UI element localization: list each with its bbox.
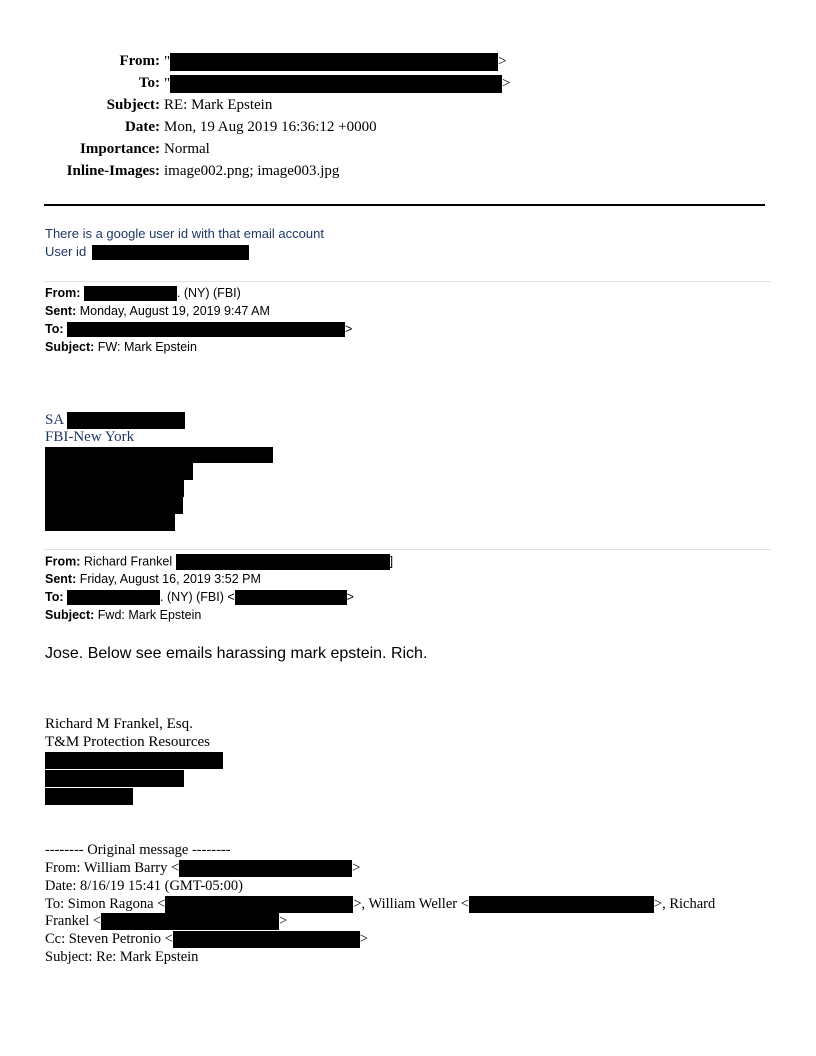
original-to-end: >, Richard [653, 896, 716, 912]
fwd1-sent-value: Monday, August 19, 2019 9:47 AM [79, 304, 270, 318]
fwd2-to-suffix: > [346, 590, 354, 604]
fwd2-from-line [45, 554, 393, 570]
reply-line-2 [45, 244, 249, 260]
date-label: Date: [125, 119, 160, 135]
redaction-block [173, 931, 360, 948]
fwd1-from-suffix: . (NY) (FBI) [176, 286, 241, 300]
fwd1-to-suffix: > [345, 322, 353, 336]
original-cc-suffix: > [359, 931, 368, 947]
original-divider: -------- Original message -------- [45, 842, 231, 858]
redaction-block [170, 75, 502, 93]
redaction-block [67, 322, 345, 337]
to-quote: " [164, 75, 171, 92]
to-bracket: > [502, 75, 511, 92]
original-to-text: To: Simon Ragona < [45, 896, 166, 912]
fwd1-from-label: From: [45, 286, 81, 300]
header-divider [44, 204, 765, 206]
sig1-office: FBI-New York [45, 429, 135, 445]
fwd2-sent-line [45, 572, 261, 586]
fwd1-sent-label: Sent: [45, 304, 77, 318]
original-date-line: Date: 8/16/19 15:41 (GMT-05:00) [45, 878, 244, 894]
redaction-block [469, 896, 654, 913]
to-value [164, 75, 511, 93]
original-to-cont-line [45, 913, 287, 930]
redaction-block [45, 788, 133, 805]
redaction-block [45, 463, 193, 480]
inline-images-label: Inline-Images: [66, 163, 160, 179]
fwd2-sent-label: Sent: [45, 572, 77, 586]
subject-value: RE: Mark Epstein [164, 97, 273, 113]
original-to-cont-suffix: > [279, 913, 288, 929]
original-to-mid: >, William Weller < [353, 896, 469, 912]
importance-label: Importance: [80, 141, 160, 157]
redaction-block [179, 860, 352, 877]
redaction-block [67, 412, 185, 429]
fwd1-sent-line [45, 304, 270, 318]
sig2-name: Richard M Frankel, Esq. [45, 716, 193, 732]
redaction-block [165, 896, 353, 913]
original-from-text: From: William Barry < [45, 860, 180, 876]
subject-label: Subject: [106, 97, 160, 113]
redaction-block [45, 480, 184, 497]
fwd2-to-mid: . (NY) (FBI) < [160, 590, 235, 604]
redaction-block [92, 245, 249, 260]
fwd2-to-line [45, 590, 354, 605]
reply-line-1: There is a google user id with that email account [45, 226, 324, 241]
date-value: Mon, 19 Aug 2019 16:36:12 +0000 [164, 119, 377, 135]
message-divider [44, 549, 771, 550]
redaction-block [170, 53, 498, 71]
to-label: To: [138, 75, 160, 91]
original-to-line [45, 896, 715, 913]
fwd1-to-label: To: [45, 322, 64, 336]
body-text: Jose. Below see emails harassing mark epstein. Rich. [45, 645, 428, 662]
redaction-block [45, 514, 175, 531]
fwd2-sent-value: Friday, August 16, 2019 3:52 PM [79, 572, 261, 586]
fwd2-subject-label: Subject: [45, 608, 95, 622]
fwd1-from-line [45, 286, 241, 301]
fwd1-subject-line [45, 340, 197, 354]
original-from-line [45, 860, 360, 877]
from-label: From: [119, 53, 160, 69]
sig2-company: T&M Protection Resources [45, 734, 210, 750]
redaction-block [45, 770, 184, 787]
fwd1-subject-label: Subject: [45, 340, 95, 354]
fwd1-subject-value: FW: Mark Epstein [97, 340, 197, 354]
redaction-block [45, 447, 273, 463]
fwd2-to-label: To: [45, 590, 64, 604]
fwd2-from-value: Richard Frankel [83, 554, 173, 569]
from-bracket: > [498, 53, 507, 70]
fwd1-to-line [45, 322, 352, 337]
sig1-title: SA [45, 412, 64, 428]
message-divider [44, 281, 771, 282]
redaction-block [67, 590, 160, 605]
original-subject-line: Subject: Re: Mark Epstein [45, 949, 199, 965]
fwd2-from-suffix: ] [389, 554, 394, 569]
redaction-block [101, 913, 279, 930]
original-cc-text: Cc: Steven Petronio < [45, 931, 173, 947]
importance-value: Normal [164, 141, 210, 157]
original-cc-line [45, 931, 368, 948]
redaction-block [176, 554, 390, 570]
original-to-cont: Frankel < [45, 913, 102, 929]
fwd2-from-label: From: [45, 554, 81, 569]
from-quote: " [164, 53, 171, 70]
redaction-block [45, 752, 223, 769]
redaction-block [84, 286, 177, 301]
sig1-title-line [45, 412, 185, 429]
original-from-suffix: > [352, 860, 361, 876]
redaction-block [45, 497, 183, 514]
fwd2-subject-value: Fwd: Mark Epstein [97, 608, 202, 622]
from-value [164, 53, 507, 71]
user-id-label: User id [45, 244, 87, 259]
fwd2-subject-line [45, 608, 201, 622]
redaction-block [235, 590, 347, 605]
inline-images-value: image002.png; image003.jpg [164, 163, 340, 179]
